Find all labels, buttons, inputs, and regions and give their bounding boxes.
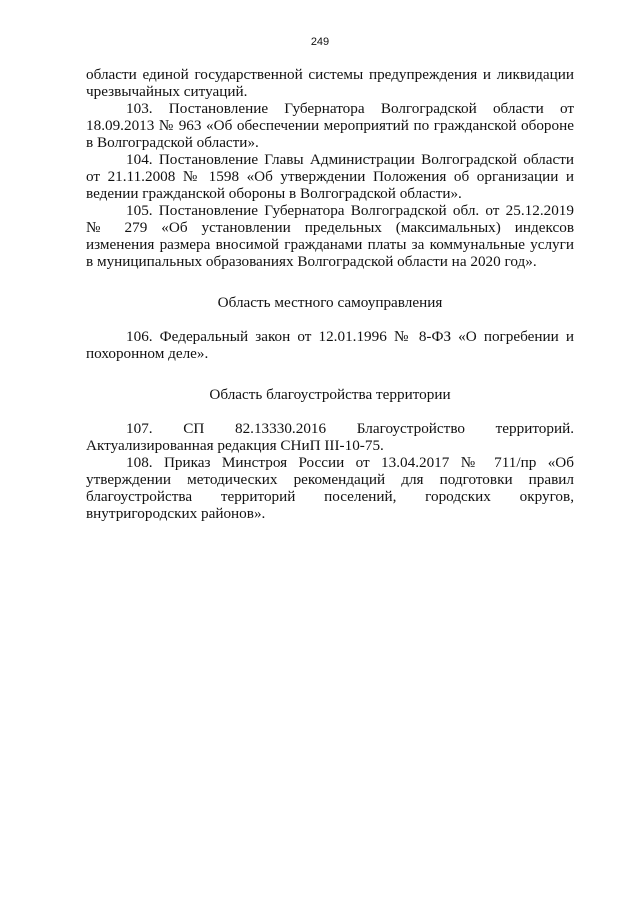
paragraph-continuation: области единой государственной системы предупреждения и ликвидации чрезвычайных ситуаций. (86, 66, 574, 100)
list-item-103: 103. Постановление Губернатора Волгоградской области от 18.09.2013 № 963 «Об обеспечении мероприятий по гражданской обороне в Волгоградской области». (86, 100, 574, 151)
page-number: 249 (310, 36, 330, 48)
list-item-105: 105. Постановление Губернатора Волгоградской обл. от 25.12.2019 № 279 «Об установлении предельных (максимальных) индексов изменения размера вносимой гражданами платы за коммунальные услуги в муниципальных образованиях Волгоградской области на 2020 год». (86, 202, 574, 270)
section-heading-territory-improvement: Область благоустройства территории (209, 386, 451, 403)
section-spacer (86, 362, 574, 386)
document-body (86, 66, 574, 522)
section-spacer (86, 311, 574, 328)
list-item-108: 108. Приказ Минстроя России от 13.04.2017 № 711/пр «Об утверждении методических рекомендаций для подготовки правил благоустройства территорий поселений, городских округов, внутригородских районов». (86, 454, 574, 522)
list-item-104: 104. Постановление Главы Администрации Волгоградской области от 21.11.2008 № 1598 «Об утверждении Положения об организации и ведении гражданской обороны в Волгоградской области». (86, 151, 574, 202)
list-item-107: 107. СП 82.13330.2016 Благоустройство территорий. Актуализированная редакция СНиП III-10-75. (86, 420, 574, 454)
section-heading-local-government: Область местного самоуправления (217, 294, 443, 311)
section-spacer (86, 403, 574, 420)
section-spacer (86, 270, 574, 294)
list-item-106: 106. Федеральный закон от 12.01.1996 № 8-ФЗ «О погребении и похоронном деле». (86, 328, 574, 362)
